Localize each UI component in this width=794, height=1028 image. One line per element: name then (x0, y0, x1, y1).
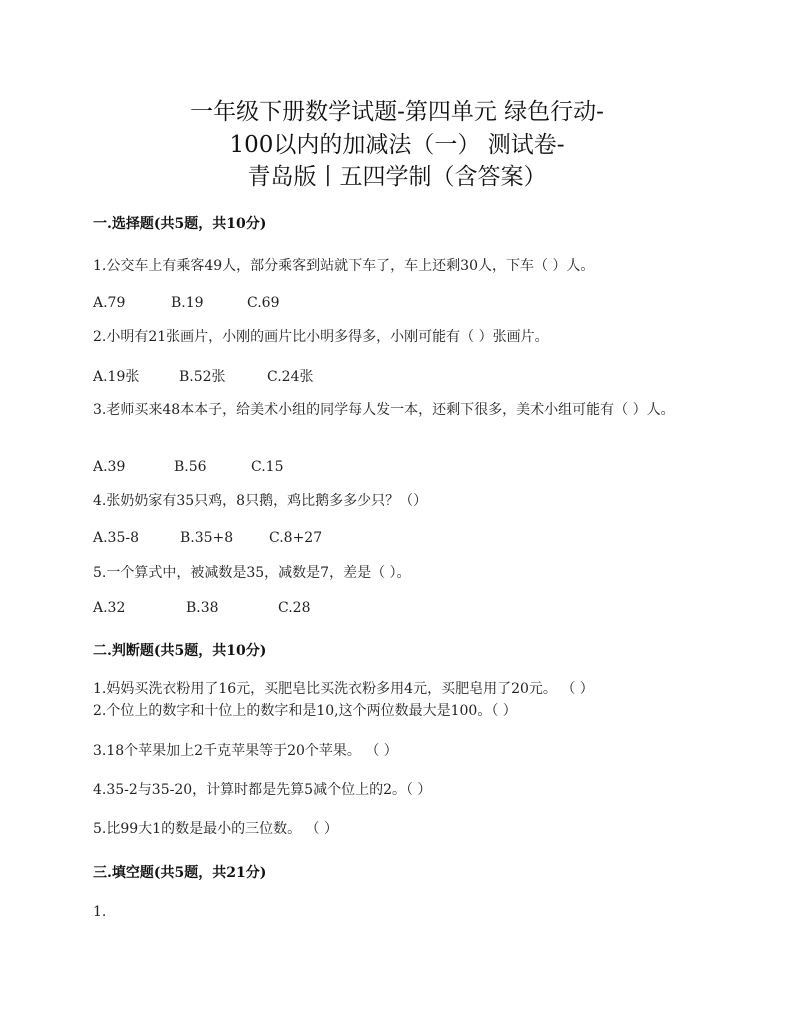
choice-options-2 (93, 366, 313, 386)
judge-question-3: 3.18个苹果加上2千克苹果等于20个苹果。 （ ） (93, 743, 398, 759)
option-c: C.28 (278, 600, 311, 616)
choice-options-3 (93, 459, 283, 475)
judge-question-5: 5.比99大1的数是最小的三位数。 （ ） (93, 821, 338, 837)
choice-options-5 (93, 600, 310, 616)
choice-question-1: 1.公交车上有乘客49人，部分乘客到站就下车了，车上还剩30人，下车（ ）人。 (93, 258, 595, 274)
judge-question-1: 1.妈妈买洗衣粉用了16元，买肥皂比买洗衣粉多用4元，买肥皂用了20元。 （ ） (93, 681, 594, 697)
option-a: A.35-8 (93, 530, 140, 546)
title-line-3: 青岛版丨五四学制（含答案） (247, 164, 547, 190)
section-2-heading: 二.判断题(共5题，共10分) (93, 643, 267, 659)
choice-question-5: 5.一个算式中，被减数是35，减数是7，差是（ ）。 (93, 565, 411, 581)
option-a: A.32 (93, 600, 126, 616)
option-c: C.24张 (267, 369, 314, 385)
option-c: C.69 (247, 295, 280, 311)
option-b: B.35+8 (180, 530, 234, 546)
option-c: C.8+27 (269, 530, 323, 546)
title-line-2: 100以内的加减法（一） 测试卷- (229, 132, 565, 158)
choice-question-3: 3.老师买来48本本子，给美术小组的同学每人发一本，还剩下很多，美术小组可能有（ ）人。 (93, 402, 675, 418)
choice-question-4: 4.张奶奶家有35只鸡，8只鹅，鸡比鹅多多少只？（） (93, 493, 428, 509)
judge-question-4: 4.35-2与35-20，计算时都是先算5减个位上的2。（ ） (93, 782, 432, 798)
section-1-heading: 一.选择题(共5题，共10分) (93, 216, 267, 232)
option-b: B.19 (171, 295, 204, 311)
choice-options-1 (93, 295, 279, 311)
option-b: B.52张 (179, 369, 226, 385)
option-a: A.79 (93, 295, 126, 311)
fill-question-1: 1. (93, 904, 107, 920)
choice-options-4 (93, 530, 322, 546)
judge-question-2: 2.个位上的数字和十位上的数字和是10,这个两位数最大是100。（ ） (93, 703, 517, 719)
option-a: A.19张 (93, 369, 140, 385)
option-b: B.56 (174, 459, 207, 475)
option-b: B.38 (186, 600, 219, 616)
choice-question-2: 2.小明有21张画片，小刚的画片比小明多得多，小刚可能有（ ）张画片。 (93, 329, 549, 345)
option-a: A.39 (93, 459, 126, 475)
title-line-1: 一年级下册数学试题-第四单元 绿色行动- (190, 99, 604, 125)
section-3-heading: 三.填空题(共5题，共21分) (93, 865, 267, 881)
option-c: C.15 (251, 459, 284, 475)
